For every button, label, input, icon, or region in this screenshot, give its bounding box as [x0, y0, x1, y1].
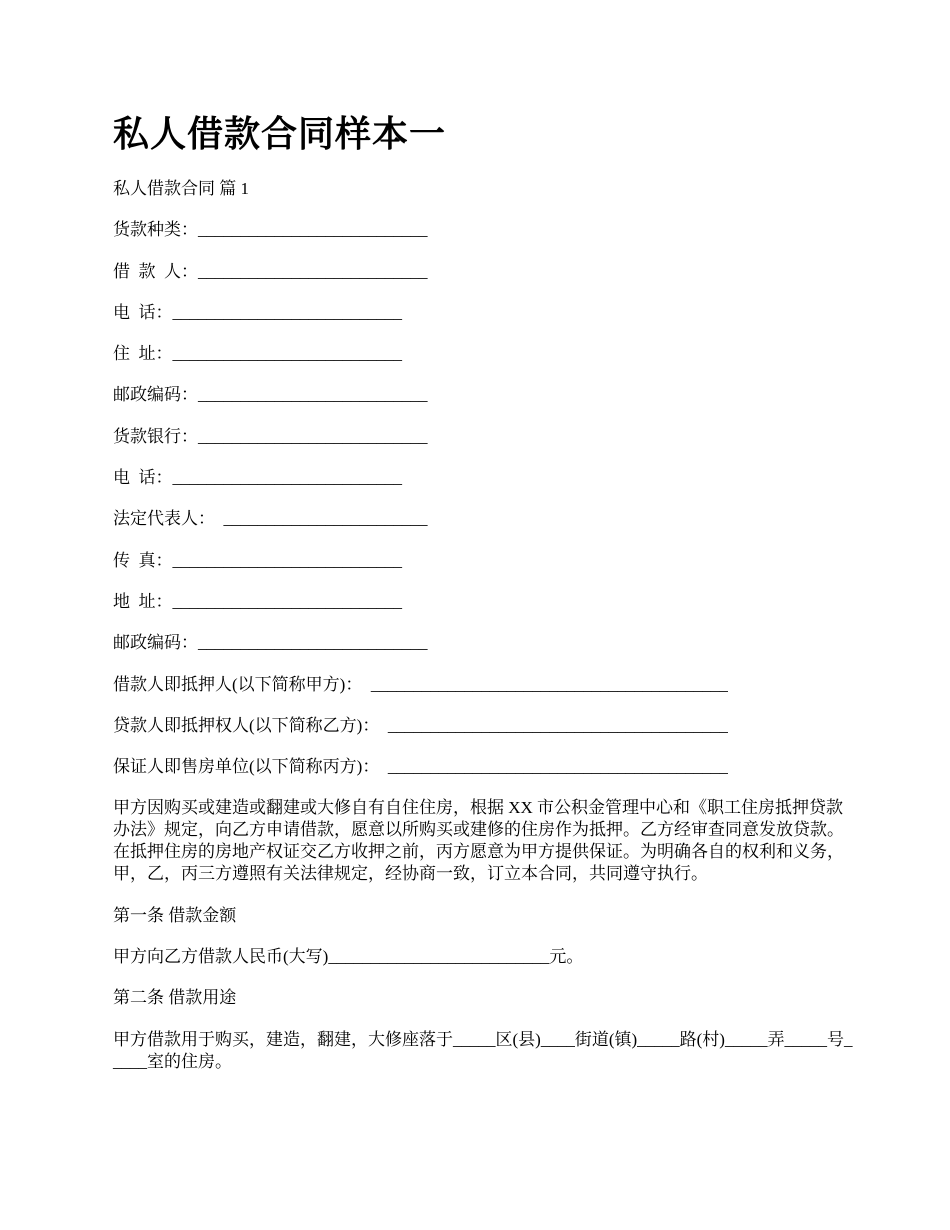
field-postcode: 邮政编码：___________________________: [113, 385, 428, 405]
field-loan-type: 货款种类：___________________________: [113, 220, 428, 240]
document-subtitle: 私人借款合同 篇 1: [113, 179, 249, 198]
field-lending-bank: 货款银行：___________________________: [113, 426, 428, 446]
field-borrower: 借 款 人：___________________________: [113, 261, 428, 281]
field-bank-postcode: 邮政编码：___________________________: [113, 633, 428, 653]
field-party-b: 贷款人即抵押权人(以下简称乙方)： ________________________________________: [113, 715, 728, 735]
field-party-a: 借款人即抵押人(以下简称甲方)： __________________________________________: [113, 674, 728, 694]
field-party-c: 保证人即售房单位(以下简称丙方)： ________________________________________: [113, 757, 728, 777]
field-address: 住 址：___________________________: [113, 344, 402, 364]
article1-text: 甲方向乙方借款人民币(大写)__________________________元。: [113, 947, 584, 967]
field-bank-address: 地 址：___________________________: [113, 591, 402, 611]
article2-heading: 第二条 借款用途: [113, 988, 237, 1008]
field-fax: 传 真：___________________________: [113, 550, 402, 570]
field-legal-representative: 法定代表人： ________________________: [113, 509, 428, 529]
article2-text: 甲方借款用于购买，建造，翻建，大修座落于_____区(县)____街道(镇)_____路(村)_____弄_____号_____室的住房。: [113, 1029, 853, 1071]
contract-page: [113, 112, 858, 1092]
field-phone: 电 话：___________________________: [113, 302, 402, 322]
intro-paragraph: 甲方因购买或建造或翻建或大修自有自住住房，根据 XX 市公积金管理中心和《职工住房抵押贷款办法》规定，向乙方申请借款，愿意以所购买或建修的住房作为抵押。乙方经审查同意发放贷款。在抵押住房的房地产权证交乙方收押之前，丙方愿意为甲方提供保证。为明确各自的权利和义务，甲，乙，丙三方遵照有关法律规定，经协商一致，订立本合同，共同遵守执行。: [113, 798, 844, 884]
document-title: 私人借款合同样本一: [113, 114, 447, 154]
field-bank-phone: 电 话：___________________________: [113, 468, 402, 488]
article1-heading: 第一条 借款金额: [113, 905, 237, 925]
